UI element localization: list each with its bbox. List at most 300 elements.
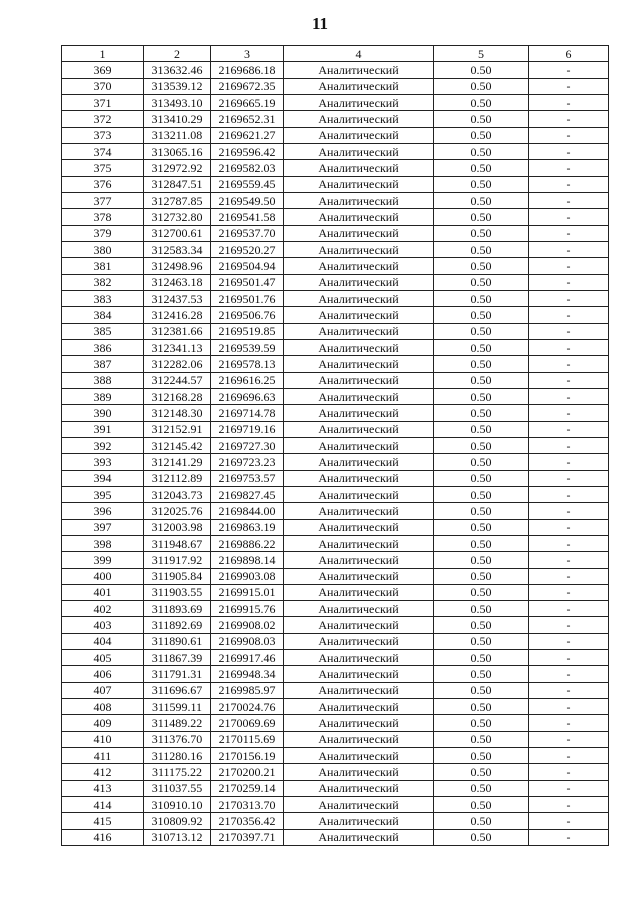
accuracy-cell: 0.50 <box>434 111 529 127</box>
accuracy-cell: 0.50 <box>434 405 529 421</box>
accuracy-cell: 0.50 <box>434 617 529 633</box>
x-coordinate-cell: 311893.69 <box>144 601 211 617</box>
note-cell: - <box>529 780 609 796</box>
x-coordinate-cell: 312043.73 <box>144 486 211 502</box>
accuracy-cell: 0.50 <box>434 584 529 600</box>
accuracy-cell: 0.50 <box>434 258 529 274</box>
point-number-cell: 391 <box>62 421 144 437</box>
y-coordinate-cell: 2170397.71 <box>211 829 284 845</box>
note-cell: - <box>529 813 609 829</box>
method-cell: Аналитический <box>284 111 434 127</box>
y-coordinate-cell: 2169898.14 <box>211 552 284 568</box>
accuracy-cell: 0.50 <box>434 829 529 845</box>
note-cell: - <box>529 143 609 159</box>
table-row <box>62 258 609 274</box>
point-number-cell: 407 <box>62 682 144 698</box>
y-coordinate-cell: 2169578.13 <box>211 356 284 372</box>
y-coordinate-cell: 2169753.57 <box>211 470 284 486</box>
y-coordinate-cell: 2169504.94 <box>211 258 284 274</box>
accuracy-cell: 0.50 <box>434 764 529 780</box>
method-cell: Аналитический <box>284 290 434 306</box>
method-cell: Аналитический <box>284 682 434 698</box>
method-cell: Аналитический <box>284 617 434 633</box>
method-cell: Аналитический <box>284 584 434 600</box>
method-cell: Аналитический <box>284 258 434 274</box>
note-cell: - <box>529 94 609 110</box>
note-cell: - <box>529 258 609 274</box>
x-coordinate-cell: 313493.10 <box>144 94 211 110</box>
method-cell: Аналитический <box>284 813 434 829</box>
method-cell: Аналитический <box>284 601 434 617</box>
table-row <box>62 127 609 143</box>
table-row <box>62 192 609 208</box>
table-row <box>62 274 609 290</box>
y-coordinate-cell: 2169908.03 <box>211 633 284 649</box>
point-number-cell: 371 <box>62 94 144 110</box>
point-number-cell: 411 <box>62 748 144 764</box>
table-row <box>62 813 609 829</box>
point-number-cell: 374 <box>62 143 144 159</box>
y-coordinate-cell: 2169915.76 <box>211 601 284 617</box>
y-coordinate-cell: 2169549.50 <box>211 192 284 208</box>
method-cell: Аналитический <box>284 666 434 682</box>
accuracy-cell: 0.50 <box>434 62 529 78</box>
method-cell: Аналитический <box>284 421 434 437</box>
accuracy-cell: 0.50 <box>434 421 529 437</box>
point-number-cell: 416 <box>62 829 144 845</box>
point-number-cell: 383 <box>62 290 144 306</box>
point-number-cell: 387 <box>62 356 144 372</box>
note-cell: - <box>529 241 609 257</box>
y-coordinate-cell: 2169863.19 <box>211 519 284 535</box>
table-row <box>62 421 609 437</box>
accuracy-cell: 0.50 <box>434 307 529 323</box>
column-header: 3 <box>211 46 284 62</box>
x-coordinate-cell: 313410.29 <box>144 111 211 127</box>
point-number-cell: 388 <box>62 372 144 388</box>
y-coordinate-cell: 2169908.02 <box>211 617 284 633</box>
note-cell: - <box>529 748 609 764</box>
accuracy-cell: 0.50 <box>434 290 529 306</box>
x-coordinate-cell: 312025.76 <box>144 503 211 519</box>
table-row <box>62 209 609 225</box>
y-coordinate-cell: 2169985.97 <box>211 682 284 698</box>
note-cell: - <box>529 829 609 845</box>
accuracy-cell: 0.50 <box>434 388 529 404</box>
point-number-cell: 404 <box>62 633 144 649</box>
table-row <box>62 780 609 796</box>
y-coordinate-cell: 2169727.30 <box>211 437 284 453</box>
point-number-cell: 390 <box>62 405 144 421</box>
accuracy-cell: 0.50 <box>434 127 529 143</box>
accuracy-cell: 0.50 <box>434 780 529 796</box>
note-cell: - <box>529 666 609 682</box>
table-row <box>62 748 609 764</box>
method-cell: Аналитический <box>284 339 434 355</box>
method-cell: Аналитический <box>284 780 434 796</box>
method-cell: Аналитический <box>284 829 434 845</box>
accuracy-cell: 0.50 <box>434 339 529 355</box>
accuracy-cell: 0.50 <box>434 160 529 176</box>
point-number-cell: 396 <box>62 503 144 519</box>
method-cell: Аналитический <box>284 176 434 192</box>
table-row <box>62 503 609 519</box>
y-coordinate-cell: 2169559.45 <box>211 176 284 192</box>
accuracy-cell: 0.50 <box>434 143 529 159</box>
note-cell: - <box>529 486 609 502</box>
method-cell: Аналитический <box>284 699 434 715</box>
accuracy-cell: 0.50 <box>434 437 529 453</box>
table-row <box>62 454 609 470</box>
note-cell: - <box>529 372 609 388</box>
x-coordinate-cell: 311890.61 <box>144 633 211 649</box>
accuracy-cell: 0.50 <box>434 650 529 666</box>
table-row <box>62 829 609 845</box>
table-row <box>62 633 609 649</box>
table-row <box>62 682 609 698</box>
x-coordinate-cell: 311948.67 <box>144 535 211 551</box>
y-coordinate-cell: 2169519.85 <box>211 323 284 339</box>
method-cell: Аналитический <box>284 143 434 159</box>
note-cell: - <box>529 225 609 241</box>
method-cell: Аналитический <box>284 307 434 323</box>
table-row <box>62 339 609 355</box>
y-coordinate-cell: 2170156.19 <box>211 748 284 764</box>
method-cell: Аналитический <box>284 323 434 339</box>
y-coordinate-cell: 2169714.78 <box>211 405 284 421</box>
y-coordinate-cell: 2169596.42 <box>211 143 284 159</box>
column-header: 1 <box>62 46 144 62</box>
point-number-cell: 414 <box>62 797 144 813</box>
method-cell: Аналитический <box>284 62 434 78</box>
x-coordinate-cell: 312244.57 <box>144 372 211 388</box>
table-row <box>62 519 609 535</box>
note-cell: - <box>529 715 609 731</box>
point-number-cell: 394 <box>62 470 144 486</box>
table-row <box>62 584 609 600</box>
note-cell: - <box>529 127 609 143</box>
x-coordinate-cell: 312498.96 <box>144 258 211 274</box>
point-number-cell: 415 <box>62 813 144 829</box>
accuracy-cell: 0.50 <box>434 748 529 764</box>
table-row <box>62 797 609 813</box>
x-coordinate-cell: 310713.12 <box>144 829 211 845</box>
accuracy-cell: 0.50 <box>434 454 529 470</box>
point-number-cell: 401 <box>62 584 144 600</box>
x-coordinate-cell: 312282.06 <box>144 356 211 372</box>
accuracy-cell: 0.50 <box>434 274 529 290</box>
point-number-cell: 412 <box>62 764 144 780</box>
x-coordinate-cell: 311376.70 <box>144 731 211 747</box>
x-coordinate-cell: 312583.34 <box>144 241 211 257</box>
table-row <box>62 601 609 617</box>
method-cell: Аналитический <box>284 519 434 535</box>
x-coordinate-cell: 312112.89 <box>144 470 211 486</box>
note-cell: - <box>529 731 609 747</box>
method-cell: Аналитический <box>284 535 434 551</box>
point-number-cell: 377 <box>62 192 144 208</box>
table-row <box>62 78 609 94</box>
point-number-cell: 372 <box>62 111 144 127</box>
point-number-cell: 408 <box>62 699 144 715</box>
point-number-cell: 393 <box>62 454 144 470</box>
point-number-cell: 369 <box>62 62 144 78</box>
accuracy-cell: 0.50 <box>434 486 529 502</box>
table-row <box>62 650 609 666</box>
y-coordinate-cell: 2169723.23 <box>211 454 284 470</box>
y-coordinate-cell: 2169582.03 <box>211 160 284 176</box>
note-cell: - <box>529 797 609 813</box>
accuracy-cell: 0.50 <box>434 666 529 682</box>
method-cell: Аналитический <box>284 748 434 764</box>
method-cell: Аналитический <box>284 552 434 568</box>
accuracy-cell: 0.50 <box>434 568 529 584</box>
y-coordinate-cell: 2169719.16 <box>211 421 284 437</box>
y-coordinate-cell: 2169539.59 <box>211 339 284 355</box>
note-cell: - <box>529 503 609 519</box>
note-cell: - <box>529 307 609 323</box>
method-cell: Аналитический <box>284 715 434 731</box>
note-cell: - <box>529 437 609 453</box>
x-coordinate-cell: 312152.91 <box>144 421 211 437</box>
table-row <box>62 552 609 568</box>
point-number-cell: 402 <box>62 601 144 617</box>
x-coordinate-cell: 313539.12 <box>144 78 211 94</box>
method-cell: Аналитический <box>284 568 434 584</box>
table-row <box>62 94 609 110</box>
y-coordinate-cell: 2170313.70 <box>211 797 284 813</box>
note-cell: - <box>529 388 609 404</box>
y-coordinate-cell: 2169948.34 <box>211 666 284 682</box>
table-row <box>62 388 609 404</box>
x-coordinate-cell: 312787.85 <box>144 192 211 208</box>
x-coordinate-cell: 311280.16 <box>144 748 211 764</box>
column-header: 6 <box>529 46 609 62</box>
point-number-cell: 385 <box>62 323 144 339</box>
point-number-cell: 397 <box>62 519 144 535</box>
method-cell: Аналитический <box>284 633 434 649</box>
accuracy-cell: 0.50 <box>434 503 529 519</box>
x-coordinate-cell: 313065.16 <box>144 143 211 159</box>
accuracy-cell: 0.50 <box>434 601 529 617</box>
method-cell: Аналитический <box>284 160 434 176</box>
x-coordinate-cell: 312141.29 <box>144 454 211 470</box>
point-number-cell: 403 <box>62 617 144 633</box>
y-coordinate-cell: 2169696.63 <box>211 388 284 404</box>
table-row <box>62 323 609 339</box>
x-coordinate-cell: 312732.80 <box>144 209 211 225</box>
note-cell: - <box>529 568 609 584</box>
method-cell: Аналитический <box>284 454 434 470</box>
y-coordinate-cell: 2169827.45 <box>211 486 284 502</box>
page-number: 11 <box>311 14 329 33</box>
accuracy-cell: 0.50 <box>434 633 529 649</box>
note-cell: - <box>529 617 609 633</box>
method-cell: Аналитический <box>284 356 434 372</box>
y-coordinate-cell: 2170024.76 <box>211 699 284 715</box>
accuracy-cell: 0.50 <box>434 356 529 372</box>
y-coordinate-cell: 2169917.46 <box>211 650 284 666</box>
y-coordinate-cell: 2169501.76 <box>211 290 284 306</box>
y-coordinate-cell: 2169886.22 <box>211 535 284 551</box>
accuracy-cell: 0.50 <box>434 78 529 94</box>
note-cell: - <box>529 633 609 649</box>
x-coordinate-cell: 311917.92 <box>144 552 211 568</box>
y-coordinate-cell: 2169520.27 <box>211 241 284 257</box>
table-header-row <box>62 46 609 62</box>
point-number-cell: 400 <box>62 568 144 584</box>
accuracy-cell: 0.50 <box>434 682 529 698</box>
method-cell: Аналитический <box>284 225 434 241</box>
point-number-cell: 380 <box>62 241 144 257</box>
note-cell: - <box>529 470 609 486</box>
table-row <box>62 568 609 584</box>
y-coordinate-cell: 2169501.47 <box>211 274 284 290</box>
accuracy-cell: 0.50 <box>434 209 529 225</box>
table-row <box>62 486 609 502</box>
table-row <box>62 470 609 486</box>
table-row <box>62 307 609 323</box>
x-coordinate-cell: 312416.28 <box>144 307 211 323</box>
note-cell: - <box>529 209 609 225</box>
x-coordinate-cell: 311892.69 <box>144 617 211 633</box>
x-coordinate-cell: 311696.67 <box>144 682 211 698</box>
y-coordinate-cell: 2169652.31 <box>211 111 284 127</box>
x-coordinate-cell: 311905.84 <box>144 568 211 584</box>
note-cell: - <box>529 339 609 355</box>
point-number-cell: 406 <box>62 666 144 682</box>
table-row <box>62 437 609 453</box>
x-coordinate-cell: 311037.55 <box>144 780 211 796</box>
x-coordinate-cell: 311175.22 <box>144 764 211 780</box>
y-coordinate-cell: 2169672.35 <box>211 78 284 94</box>
table-row <box>62 715 609 731</box>
note-cell: - <box>529 699 609 715</box>
method-cell: Аналитический <box>284 372 434 388</box>
point-number-cell: 413 <box>62 780 144 796</box>
x-coordinate-cell: 312341.13 <box>144 339 211 355</box>
x-coordinate-cell: 312148.30 <box>144 405 211 421</box>
note-cell: - <box>529 519 609 535</box>
method-cell: Аналитический <box>284 437 434 453</box>
coordinates-table <box>61 45 609 846</box>
point-number-cell: 370 <box>62 78 144 94</box>
point-number-cell: 410 <box>62 731 144 747</box>
y-coordinate-cell: 2169903.08 <box>211 568 284 584</box>
method-cell: Аналитический <box>284 209 434 225</box>
table-row <box>62 731 609 747</box>
table-body <box>62 62 609 846</box>
point-number-cell: 386 <box>62 339 144 355</box>
note-cell: - <box>529 650 609 666</box>
y-coordinate-cell: 2170115.69 <box>211 731 284 747</box>
point-number-cell: 381 <box>62 258 144 274</box>
method-cell: Аналитический <box>284 127 434 143</box>
note-cell: - <box>529 290 609 306</box>
point-number-cell: 376 <box>62 176 144 192</box>
table-row <box>62 290 609 306</box>
point-number-cell: 373 <box>62 127 144 143</box>
y-coordinate-cell: 2170259.14 <box>211 780 284 796</box>
note-cell: - <box>529 552 609 568</box>
table-row <box>62 111 609 127</box>
method-cell: Аналитический <box>284 388 434 404</box>
method-cell: Аналитический <box>284 405 434 421</box>
note-cell: - <box>529 405 609 421</box>
accuracy-cell: 0.50 <box>434 192 529 208</box>
y-coordinate-cell: 2169537.70 <box>211 225 284 241</box>
column-header: 4 <box>284 46 434 62</box>
method-cell: Аналитический <box>284 650 434 666</box>
y-coordinate-cell: 2170200.21 <box>211 764 284 780</box>
accuracy-cell: 0.50 <box>434 241 529 257</box>
table-row <box>62 405 609 421</box>
accuracy-cell: 0.50 <box>434 176 529 192</box>
table-row <box>62 372 609 388</box>
table-row <box>62 160 609 176</box>
x-coordinate-cell: 311599.11 <box>144 699 211 715</box>
note-cell: - <box>529 356 609 372</box>
point-number-cell: 378 <box>62 209 144 225</box>
column-header: 2 <box>144 46 211 62</box>
accuracy-cell: 0.50 <box>434 699 529 715</box>
y-coordinate-cell: 2169686.18 <box>211 62 284 78</box>
note-cell: - <box>529 323 609 339</box>
x-coordinate-cell: 311489.22 <box>144 715 211 731</box>
note-cell: - <box>529 176 609 192</box>
x-coordinate-cell: 312145.42 <box>144 437 211 453</box>
method-cell: Аналитический <box>284 274 434 290</box>
y-coordinate-cell: 2169844.00 <box>211 503 284 519</box>
x-coordinate-cell: 310910.10 <box>144 797 211 813</box>
table-row <box>62 176 609 192</box>
accuracy-cell: 0.50 <box>434 731 529 747</box>
x-coordinate-cell: 312847.51 <box>144 176 211 192</box>
note-cell: - <box>529 454 609 470</box>
y-coordinate-cell: 2169915.01 <box>211 584 284 600</box>
note-cell: - <box>529 192 609 208</box>
y-coordinate-cell: 2170356.42 <box>211 813 284 829</box>
point-number-cell: 405 <box>62 650 144 666</box>
point-number-cell: 392 <box>62 437 144 453</box>
method-cell: Аналитический <box>284 94 434 110</box>
column-header: 5 <box>434 46 529 62</box>
y-coordinate-cell: 2169616.25 <box>211 372 284 388</box>
table-row <box>62 241 609 257</box>
x-coordinate-cell: 312972.92 <box>144 160 211 176</box>
table-row <box>62 225 609 241</box>
note-cell: - <box>529 421 609 437</box>
note-cell: - <box>529 160 609 176</box>
accuracy-cell: 0.50 <box>434 552 529 568</box>
method-cell: Аналитический <box>284 241 434 257</box>
accuracy-cell: 0.50 <box>434 519 529 535</box>
x-coordinate-cell: 312003.98 <box>144 519 211 535</box>
accuracy-cell: 0.50 <box>434 323 529 339</box>
x-coordinate-cell: 311791.31 <box>144 666 211 682</box>
x-coordinate-cell: 312437.53 <box>144 290 211 306</box>
x-coordinate-cell: 311903.55 <box>144 584 211 600</box>
method-cell: Аналитический <box>284 78 434 94</box>
accuracy-cell: 0.50 <box>434 797 529 813</box>
method-cell: Аналитический <box>284 731 434 747</box>
accuracy-cell: 0.50 <box>434 715 529 731</box>
table-row <box>62 699 609 715</box>
x-coordinate-cell: 312463.18 <box>144 274 211 290</box>
method-cell: Аналитический <box>284 486 434 502</box>
method-cell: Аналитический <box>284 192 434 208</box>
x-coordinate-cell: 311867.39 <box>144 650 211 666</box>
